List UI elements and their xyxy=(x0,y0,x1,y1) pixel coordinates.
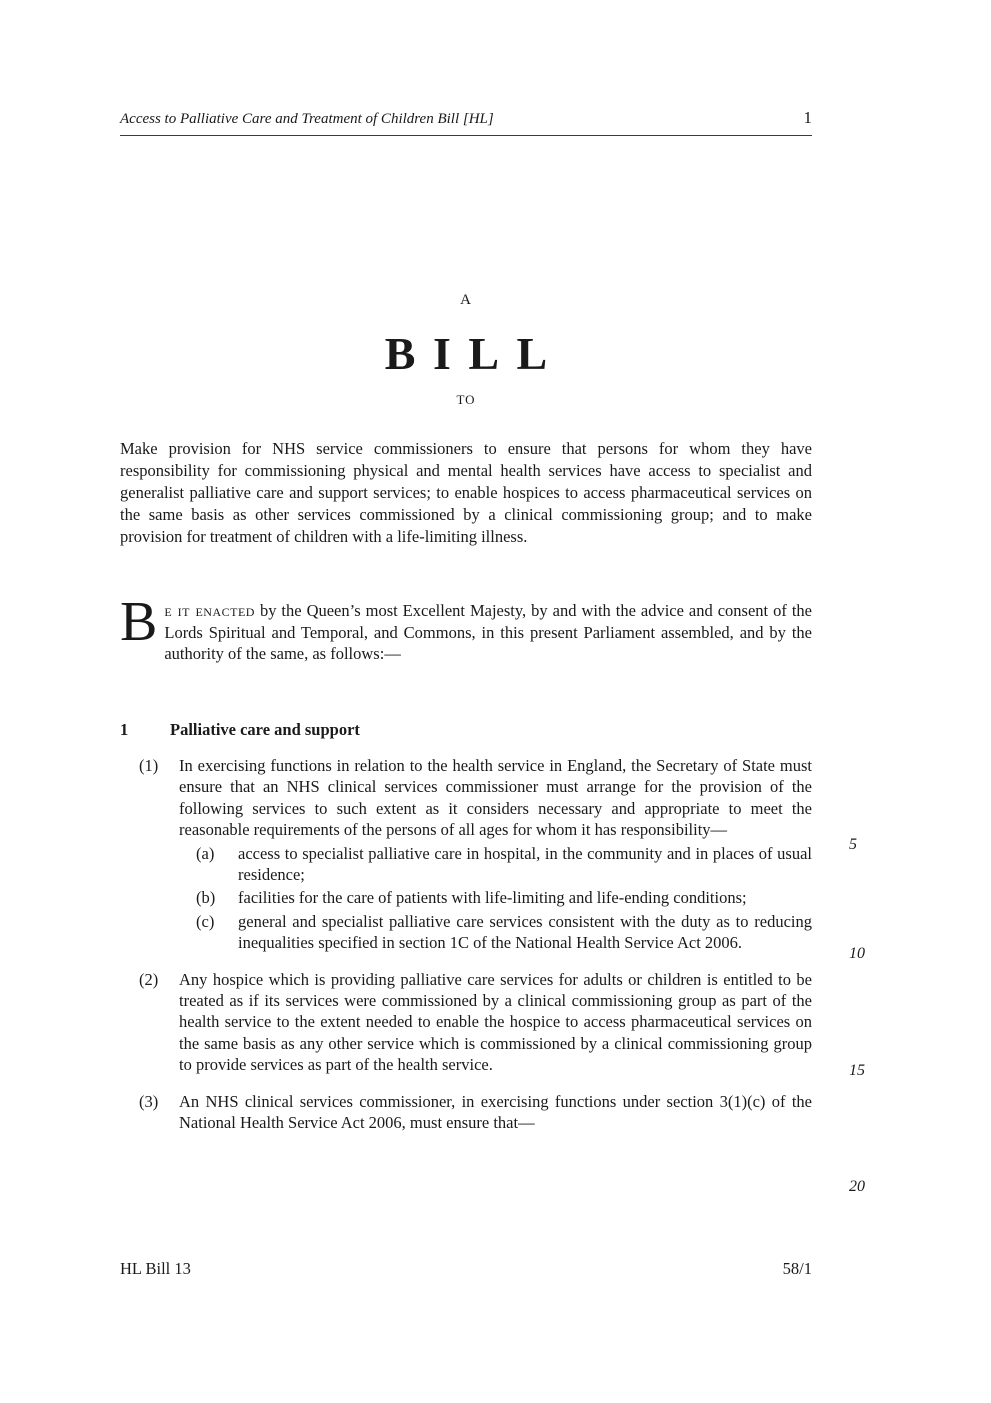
margin-line-number-5: 5 xyxy=(849,836,857,853)
paragraph-b xyxy=(196,887,812,908)
enacting-formula xyxy=(120,591,812,665)
subsection-3-text: An NHS clinical services commissioner, in exercising functions under section 3(1)(c) of the National Health Service Act 2006, must ensure that— xyxy=(179,1091,812,1133)
subsection-2 xyxy=(120,969,812,1076)
enacting-rest: by the Queen’s most Excellent Majesty, by and with the advice and consent of the Lords Spiritual and Temporal, and Commons, in this present Parliament assembled, and by the authority of the same, as follows:— xyxy=(164,601,812,663)
paragraph-c-text: general and specialist palliative care services consistent with the duty as to reducing inequalities specified in section 1C of the National Health Service Act 2006. xyxy=(238,911,812,953)
footer-session-number: 58/1 xyxy=(782,1259,812,1278)
subsection-3-label: (3) xyxy=(139,1091,159,1111)
margin-line-number-20: 20 xyxy=(849,1178,865,1195)
paragraph-a-text: access to specialist palliative care in hospital, in the community and in places of usual residence; xyxy=(238,843,812,885)
page-content xyxy=(120,0,812,1134)
page-number: 1 xyxy=(803,108,812,127)
clause-heading xyxy=(120,719,812,741)
paragraph-c xyxy=(196,911,812,954)
subsection-2-body xyxy=(179,969,812,1076)
header-running-title: Access to Palliative Care and Treatment of Children Bill [HL] xyxy=(120,111,494,127)
bill-to-word: TO xyxy=(456,392,476,407)
subsection-2-text: Any hospice which is providing palliative care services for adults or children is entitled to be treated as if its services were commissioned by a clinical commissioning group as part of the health service to the extent needed to enable the hospice to access pharmaceutical services on the same basis as any other service which is commissioned by a clinical commissioning group to provide services as part of the health service. xyxy=(179,969,812,1075)
paragraph-a-label: (a) xyxy=(196,843,215,863)
enacting-dropcap: B xyxy=(120,591,158,653)
bill-title: BILL xyxy=(384,328,565,379)
enacting-smallcaps: e it enacted xyxy=(164,601,255,620)
page-footer xyxy=(120,1259,812,1279)
paragraph-b-text: facilities for the care of patients with life-limiting and life-ending conditions; xyxy=(238,888,747,908)
subsection-1 xyxy=(120,755,812,954)
margin-line-number-10: 10 xyxy=(849,945,865,962)
paragraph-b-label: (b) xyxy=(196,888,216,908)
subsection-1-text: In exercising functions in relation to the health service in England, the Secretary of State must ensure that an NHS clinical services commissioner must arrange for the provision of the following services to such extent as it considers necessary and appropriate to meet the reasonable requirements of the persons of all ages for whom it has responsibility— xyxy=(179,756,812,840)
clause-number: 1 xyxy=(120,719,129,739)
subsection-2-label: (2) xyxy=(139,969,159,989)
long-title: Make provision for NHS service commissioners to ensure that persons for whom they have responsibility for commissioning physical and mental health services have access to specialist and generalist palliative care and support services; to enable hospices to access pharmaceutical services on the same basis as other services commissioned by a clinical commissioning group; and to make provision for treatment of children with a life-limiting illness. xyxy=(120,439,812,546)
clause-title: Palliative care and support xyxy=(170,719,360,739)
subsection-1-body xyxy=(179,755,812,954)
page-header xyxy=(120,108,812,128)
margin-line-number-15: 15 xyxy=(849,1062,865,1079)
bill-letter-a: A xyxy=(460,292,472,308)
subsection-1-label: (1) xyxy=(139,756,159,775)
paragraph-c-label: (c) xyxy=(196,911,215,931)
subsection-3-body xyxy=(179,1091,812,1134)
paragraph-a xyxy=(196,843,812,886)
header-rule xyxy=(120,135,812,136)
subsection-3 xyxy=(120,1091,812,1134)
footer-bill-number: HL Bill 13 xyxy=(120,1259,191,1278)
